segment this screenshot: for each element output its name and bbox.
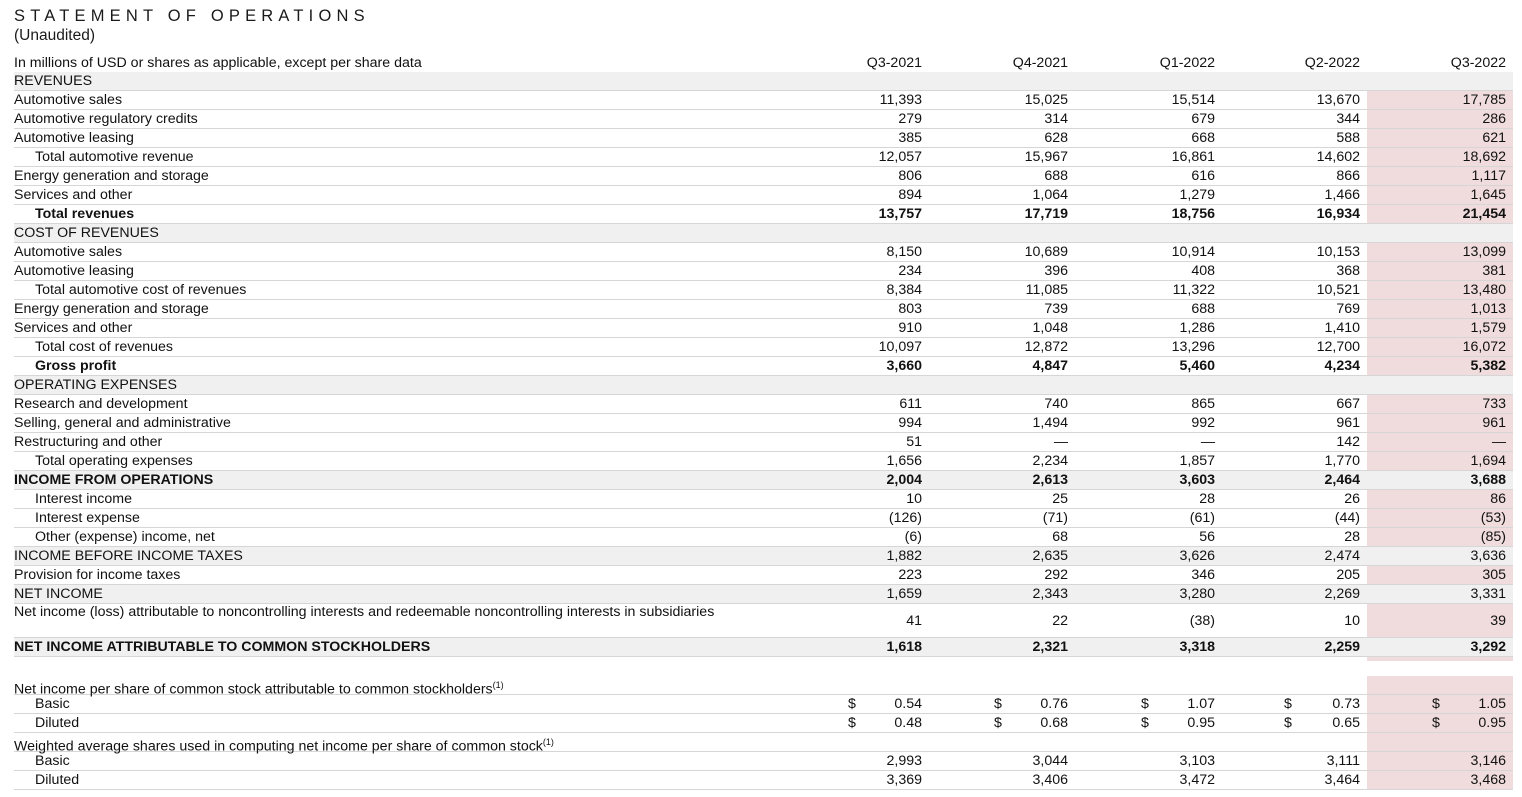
row-label-text: INCOME FROM OPERATIONS (14, 472, 214, 488)
cell-value: 3,688 (1470, 472, 1506, 488)
row-label (14, 414, 231, 432)
row-label-text: Weighted average shares used in computing net income per share of common stock (14, 738, 543, 755)
cell-value: 4,847 (1032, 358, 1068, 374)
cell-value: 13,757 (878, 206, 922, 222)
cell-value: 22 (1052, 613, 1068, 629)
row-label-text: Total cost of revenues (35, 339, 174, 355)
cell-value: 668 (1191, 130, 1215, 146)
cell-value: 15,514 (1171, 92, 1215, 108)
cell-value: 13,099 (1462, 244, 1506, 260)
cell-value: 2,464 (1324, 472, 1360, 488)
cell-value: 0.48 (894, 715, 922, 731)
cell-value: 396 (1044, 263, 1068, 279)
cell-value: 368 (1336, 263, 1360, 279)
cell-value: 1,494 (1032, 415, 1068, 431)
table-row (14, 752, 1513, 771)
row-label (14, 91, 122, 109)
column-header: Q3-2022 (1450, 55, 1506, 71)
row-label (14, 376, 177, 394)
cell-value: 1,857 (1179, 453, 1215, 469)
row-label-text: Total automotive cost of revenues (35, 282, 247, 298)
table-row (14, 585, 1513, 604)
currency-symbol: $ (1432, 696, 1440, 712)
row-label-text: Total operating expenses (35, 453, 193, 469)
row-label (35, 452, 193, 470)
cell-value: 205 (1336, 567, 1360, 583)
cell-value: 5,382 (1470, 358, 1506, 374)
table-row (14, 262, 1513, 281)
row-label (14, 224, 159, 242)
cell-value: 25 (1052, 491, 1068, 507)
cell-value: 41 (906, 613, 922, 629)
table-row (14, 714, 1513, 733)
row-label (14, 110, 198, 128)
cell-value: 0.54 (894, 696, 922, 712)
row-label-text: Basic (35, 696, 70, 712)
cell-value: 17,719 (1024, 206, 1068, 222)
cell-value: 2,474 (1324, 548, 1360, 564)
table-row (14, 243, 1513, 262)
table-row (14, 604, 1513, 638)
row-label (35, 357, 116, 375)
cell-value: 0.68 (1040, 715, 1068, 731)
cell-value: 39 (1490, 613, 1506, 629)
table-row (14, 319, 1513, 338)
row-label (14, 585, 103, 603)
cell-value: 408 (1191, 263, 1215, 279)
table-row (14, 186, 1513, 205)
cell-value: 740 (1044, 396, 1068, 412)
cell-value: 68 (1052, 529, 1068, 545)
row-label-text: Research and development (14, 396, 188, 412)
cell-value: 51 (906, 434, 922, 450)
row-label-text: Automotive leasing (14, 263, 134, 279)
row-label-text: Net income (loss) attributable to noncontrolling interests and redeemable noncontrolling interests in subsidiaries (14, 604, 715, 620)
cell-value: 0.95 (1478, 715, 1506, 731)
row-label-text: OPERATING EXPENSES (14, 377, 177, 393)
cell-value: 3,280 (1179, 586, 1215, 602)
cell-value: 803 (898, 301, 922, 317)
cell-value: (85) (1480, 529, 1506, 545)
cell-value: 385 (898, 130, 922, 146)
cell-value: 3,603 (1179, 472, 1215, 488)
table-row (14, 433, 1513, 452)
row-label-text: Energy generation and storage (14, 301, 209, 317)
cell-value: 286 (1482, 111, 1506, 127)
cell-value: 3,369 (886, 772, 922, 788)
cell-value: 865 (1191, 396, 1215, 412)
row-label-text: Restructuring and other (14, 434, 163, 450)
cell-value: 3,468 (1470, 772, 1506, 788)
row-label-text: Net income per share of common stock attributable to common stockholders (14, 681, 493, 698)
cell-value: 18,756 (1171, 206, 1215, 222)
row-label-text: Provision for income taxes (14, 567, 181, 583)
cell-value: 628 (1044, 130, 1068, 146)
table-row (14, 676, 1513, 698)
cell-value: 2,613 (1032, 472, 1068, 488)
cell-value: 11,322 (1172, 282, 1215, 298)
cell-value: 346 (1191, 567, 1215, 583)
row-label (14, 604, 754, 620)
cell-value: 10 (1344, 613, 1360, 629)
cell-value: 344 (1336, 111, 1360, 127)
cell-value: 0.95 (1187, 715, 1215, 731)
cell-value: 688 (1044, 168, 1068, 184)
cell-value: 739 (1044, 301, 1068, 317)
cell-value: 961 (1336, 415, 1360, 431)
cell-value: 142 (1336, 434, 1360, 450)
cell-value: 10,097 (878, 339, 922, 355)
cell-value: 1,659 (886, 586, 922, 602)
cell-value: — (1053, 434, 1068, 450)
row-label (14, 395, 188, 413)
row-label-text: NET INCOME ATTRIBUTABLE TO COMMON STOCKHOLDERS (14, 639, 431, 655)
cell-value: 2,343 (1032, 586, 1068, 602)
row-label (35, 148, 194, 166)
cell-value: 1,882 (886, 548, 922, 564)
cell-value: 1,466 (1324, 187, 1360, 203)
cell-value: — (1200, 434, 1215, 450)
cell-value: 12,700 (1316, 339, 1360, 355)
cell-value: 234 (898, 263, 922, 279)
cell-value: (61) (1189, 510, 1215, 526)
cell-value: 86 (1490, 491, 1506, 507)
row-label (35, 205, 134, 223)
row-label-text: Automotive sales (14, 92, 123, 108)
table-row (14, 547, 1513, 566)
cell-value: 992 (1191, 415, 1215, 431)
table-row (14, 452, 1513, 471)
row-label (14, 167, 209, 185)
cell-value: 3,636 (1470, 548, 1506, 564)
cell-value: 2,234 (1032, 453, 1068, 469)
cell-value: 16,861 (1171, 149, 1215, 165)
cell-value: 11,085 (1025, 282, 1068, 298)
cell-value: 16,072 (1462, 339, 1506, 355)
cell-value: 3,660 (886, 358, 922, 374)
cell-value: 4,234 (1324, 358, 1360, 374)
cell-value: 292 (1044, 567, 1068, 583)
footnote-marker: (1) (492, 680, 504, 690)
cell-value: 12,057 (878, 149, 922, 165)
row-label-text: Total revenues (35, 206, 135, 222)
table-row (14, 129, 1513, 148)
cell-value: 769 (1336, 301, 1360, 317)
cell-value: 2,259 (1324, 639, 1360, 655)
cell-value: 621 (1482, 130, 1506, 146)
cell-value: 2,321 (1032, 639, 1068, 655)
row-label (35, 281, 246, 299)
cell-value: 13,296 (1171, 339, 1215, 355)
row-label-text: Interest expense (35, 510, 140, 526)
row-label-text: INCOME BEFORE INCOME TAXES (14, 548, 243, 564)
cell-value: 10,689 (1024, 244, 1068, 260)
cell-value: 3,318 (1179, 639, 1215, 655)
row-label-text: Automotive sales (14, 244, 123, 260)
row-label (35, 338, 173, 356)
table-row (14, 771, 1513, 790)
row-label-text: COST OF REVENUES (14, 225, 159, 241)
currency-symbol: $ (1141, 715, 1149, 731)
cell-value: 3,146 (1470, 753, 1506, 769)
row-label (14, 471, 213, 489)
cell-value: 10 (906, 491, 922, 507)
row-label (14, 300, 209, 318)
column-header: Q3-2021 (866, 55, 922, 71)
table-row (14, 357, 1513, 376)
cell-value: 1,279 (1179, 187, 1215, 203)
cell-value: 17,785 (1462, 92, 1506, 108)
column-header: Q4-2021 (1012, 55, 1068, 71)
row-label (14, 319, 132, 337)
table-row (14, 148, 1513, 167)
cell-value: 10,521 (1316, 282, 1360, 298)
row-label-text: Diluted (35, 715, 80, 731)
cell-value: 56 (1199, 529, 1215, 545)
statement-title: STATEMENT OF OPERATIONS (14, 7, 370, 25)
cell-value: 15,025 (1024, 92, 1068, 108)
cell-value: 3,472 (1179, 772, 1215, 788)
cell-value: 961 (1482, 415, 1506, 431)
row-label (35, 695, 70, 713)
cell-value: 1,117 (1471, 168, 1506, 184)
cell-value: 10,914 (1171, 244, 1215, 260)
cell-value: 667 (1336, 396, 1360, 412)
cell-value: 3,406 (1032, 772, 1068, 788)
cell-value: 910 (898, 320, 922, 336)
cell-value: 5,460 (1179, 358, 1215, 374)
currency-symbol: $ (1432, 715, 1440, 731)
cell-value: 733 (1482, 396, 1506, 412)
cell-value: 866 (1336, 168, 1360, 184)
table-row (14, 566, 1513, 585)
table-row (14, 414, 1513, 433)
cell-value: 18,692 (1462, 149, 1506, 165)
cell-value: 1,410 (1324, 320, 1360, 336)
cell-value: 0.73 (1332, 696, 1360, 712)
cell-value: 11,393 (879, 92, 922, 108)
row-label (35, 490, 132, 508)
cell-value: 0.76 (1040, 696, 1068, 712)
table-row (14, 695, 1513, 714)
currency-symbol: $ (1284, 696, 1292, 712)
cell-value: (126) (888, 510, 922, 526)
row-label-text: NET INCOME (14, 586, 103, 602)
table-row (14, 110, 1513, 129)
row-label (14, 243, 122, 261)
row-label (14, 129, 134, 147)
cell-value: 10,153 (1316, 244, 1360, 260)
cell-value: 1,064 (1032, 187, 1068, 203)
cell-value: 305 (1482, 567, 1506, 583)
table-row (14, 638, 1513, 657)
currency-symbol: $ (1284, 715, 1292, 731)
cell-value: 314 (1044, 111, 1068, 127)
row-label-text: Diluted (35, 772, 80, 788)
cell-value: 13,480 (1462, 282, 1506, 298)
cell-value: (53) (1480, 510, 1506, 526)
row-label-text: Automotive regulatory credits (14, 111, 198, 127)
row-label (35, 714, 79, 732)
row-label (35, 509, 140, 527)
row-label (35, 771, 79, 789)
table-row (14, 733, 1513, 755)
cell-value: 2,993 (886, 753, 922, 769)
cell-value: 21,454 (1462, 206, 1506, 222)
row-label-text: Other (expense) income, net (35, 529, 215, 545)
row-label (14, 186, 132, 204)
cell-value: 381 (1482, 263, 1506, 279)
table-row (14, 338, 1513, 357)
cell-value: 3,111 (1326, 753, 1360, 769)
currency-symbol: $ (848, 696, 856, 712)
row-label (14, 566, 180, 584)
row-label (14, 72, 92, 90)
table-row (14, 91, 1513, 110)
currency-symbol: $ (1141, 696, 1149, 712)
row-label-text: Gross profit (35, 358, 117, 374)
cell-value: 16,934 (1316, 206, 1360, 222)
cell-value: 3,464 (1324, 772, 1360, 788)
row-label (14, 547, 243, 565)
cell-value: (44) (1334, 510, 1360, 526)
row-label (35, 528, 215, 546)
table-row (14, 167, 1513, 186)
row-label (14, 638, 430, 656)
table-row (14, 528, 1513, 547)
cell-value: 688 (1191, 301, 1215, 317)
table-row (14, 471, 1513, 490)
cell-value: 2,269 (1324, 586, 1360, 602)
table-row (14, 224, 1513, 243)
cell-value: 1,656 (886, 453, 922, 469)
cell-value: 1,618 (886, 639, 922, 655)
cell-value: 806 (898, 168, 922, 184)
cell-value: 8,384 (886, 282, 922, 298)
table-row (14, 376, 1513, 395)
statement-subtitle: (Unaudited) (14, 27, 95, 44)
table-row (14, 509, 1513, 528)
row-label-text: REVENUES (14, 73, 93, 89)
cell-value: 994 (898, 415, 922, 431)
cell-value: 279 (898, 111, 922, 127)
row-label (14, 262, 134, 280)
cell-value: 3,626 (1179, 548, 1215, 564)
table-row (14, 281, 1513, 300)
currency-symbol: $ (994, 715, 1002, 731)
cell-value: 223 (898, 567, 922, 583)
cell-value: 1,694 (1470, 453, 1506, 469)
cell-value: 28 (1199, 491, 1215, 507)
cell-value: 1,048 (1032, 320, 1068, 336)
cell-value: 13,670 (1316, 92, 1360, 108)
row-label-text: Total automotive revenue (35, 149, 194, 165)
cell-value: (71) (1042, 510, 1068, 526)
cell-value: 3,331 (1470, 586, 1506, 602)
cell-value: — (1491, 434, 1506, 450)
row-label-text: Automotive leasing (14, 130, 134, 146)
cell-value: 611 (899, 396, 922, 412)
cell-value: 894 (898, 187, 922, 203)
table-row (14, 205, 1513, 224)
table-row (14, 72, 1513, 91)
cell-value: (38) (1189, 613, 1215, 629)
footnote-marker: (1) (542, 737, 554, 747)
cell-value: 1.05 (1478, 696, 1506, 712)
cell-value: 15,967 (1024, 149, 1068, 165)
row-label-text: Basic (35, 753, 70, 769)
cell-value: 616 (1191, 168, 1215, 184)
cell-value: 1,013 (1470, 301, 1506, 317)
cell-value: 3,044 (1032, 753, 1068, 769)
row-label (35, 752, 70, 770)
currency-symbol: $ (994, 696, 1002, 712)
table-row (14, 395, 1513, 414)
table-row (14, 490, 1513, 509)
cell-value: 3,292 (1470, 639, 1506, 655)
cell-value: 1.07 (1187, 696, 1215, 712)
cell-value: 1,286 (1179, 320, 1215, 336)
cell-value: (6) (904, 529, 922, 545)
table-header-row (14, 54, 1513, 73)
column-header: Q2-2022 (1304, 55, 1360, 71)
column-header: Q1-2022 (1159, 55, 1215, 71)
currency-symbol: $ (848, 715, 856, 731)
cell-value: 588 (1336, 130, 1360, 146)
row-label-text: Interest income (35, 491, 132, 507)
table-row (14, 300, 1513, 319)
cell-value: 28 (1344, 529, 1360, 545)
cell-value: 3,103 (1179, 753, 1215, 769)
row-label (14, 433, 162, 451)
cell-value: 8,150 (886, 244, 922, 260)
row-label-text: Energy generation and storage (14, 168, 209, 184)
cell-value: 0.65 (1332, 715, 1360, 731)
cell-value: 2,635 (1032, 548, 1068, 564)
cell-value: 2,004 (886, 472, 922, 488)
cell-value: 1,579 (1470, 320, 1506, 336)
header-label: In millions of USD or shares as applicable, except per share data (14, 55, 422, 71)
cell-value: 12,872 (1024, 339, 1068, 355)
row-label-text: Services and other (14, 187, 133, 203)
cell-value: 1,770 (1324, 453, 1360, 469)
row-label-text: Services and other (14, 320, 133, 336)
row-label-text: Selling, general and administrative (14, 415, 231, 431)
cell-value: 14,602 (1316, 149, 1360, 165)
cell-value: 26 (1344, 491, 1360, 507)
cell-value: 679 (1191, 111, 1215, 127)
cell-value: 1,645 (1470, 187, 1506, 203)
